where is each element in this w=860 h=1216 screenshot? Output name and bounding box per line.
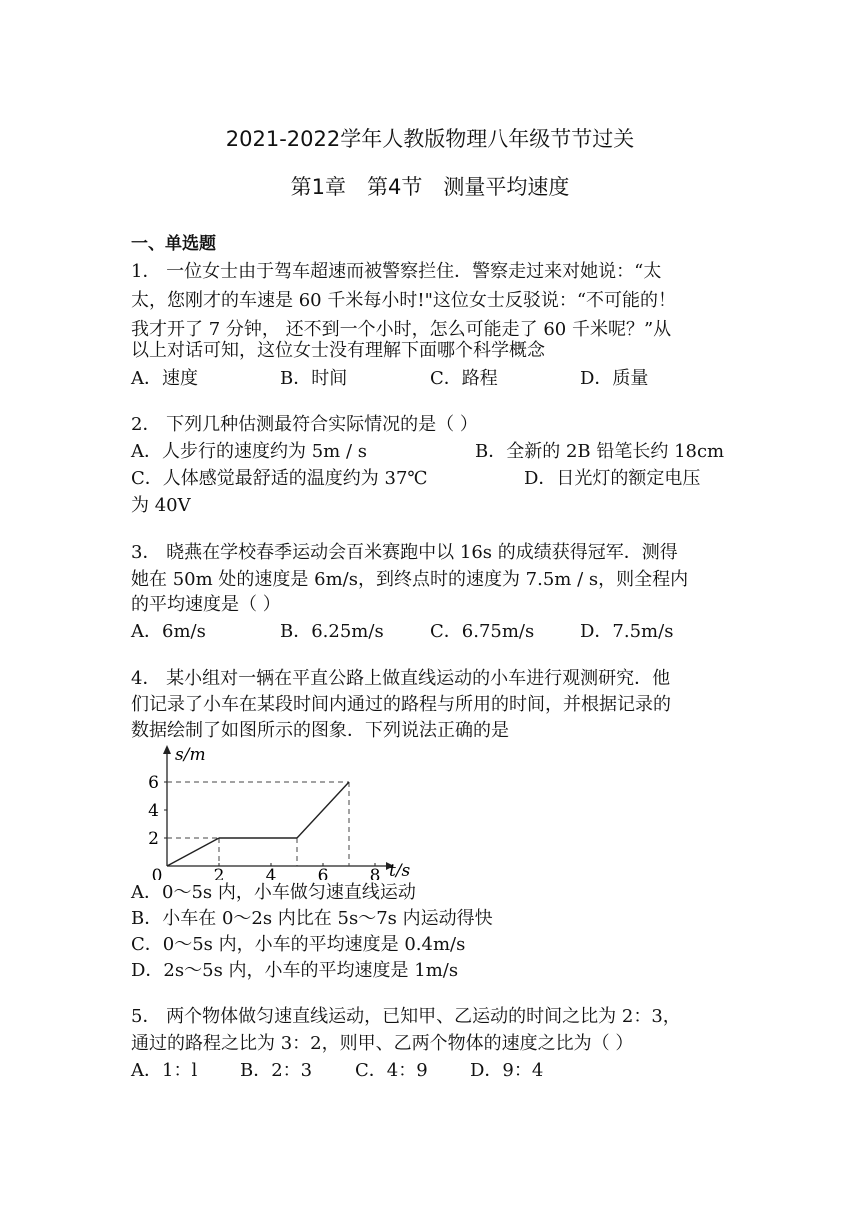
q3-option-d: D．7.5m/s xyxy=(580,621,674,642)
y-axis-arrow-icon xyxy=(163,745,171,754)
y-tick-label: 4 xyxy=(148,801,159,821)
q4-option-d: D．2s～5s 内，小车的平均速度是 1m/s xyxy=(131,960,459,981)
q1-text-line: 太，您刚才的车速是 60 千米每小时!"这位女士反驳说：“不可能的！ xyxy=(131,290,677,311)
x-tick-label: 2 xyxy=(213,866,225,880)
q1-text-line: 以上对话可知，这位女士没有理解下面哪个科学概念 xyxy=(131,340,545,361)
graph-segment xyxy=(297,782,349,838)
q5-option-a: A．1：l xyxy=(131,1060,198,1081)
q2-option-c: C．人体感觉最舒适的温度约为 37℃ xyxy=(131,468,428,489)
distance-time-graph xyxy=(131,742,421,880)
graph-segment xyxy=(167,838,219,866)
y-tick-label: 2 xyxy=(148,829,159,849)
page-title: 2021-2022学年人教版物理八年级节节过关 xyxy=(225,127,635,151)
q3-option-a: A．6m/s xyxy=(131,621,206,642)
q4-text-line: 数据绘制了如图所示的图象．下列说法正确的是 xyxy=(131,720,509,741)
q4-option-c: C．0～5s 内，小车的平均速度是 0.4m/s xyxy=(131,934,466,955)
x-tick-label: 4 xyxy=(265,866,277,880)
q1-option-d: D．质量 xyxy=(580,368,649,389)
q4-text-line: 4． 某小组对一辆在平直公路上做直线运动的小车进行观测研究．他 xyxy=(131,668,671,689)
q2-option-d-continued: 为 40V xyxy=(131,495,191,516)
q1-option-c: C．路程 xyxy=(430,368,498,389)
q3-text-line: 的平均速度是（ ） xyxy=(131,594,281,615)
q2-option-d: D．日光灯的额定电压 xyxy=(524,468,701,489)
q4-option-b: B．小车在 0～2s 内比在 5s～7s 内运动得快 xyxy=(131,908,493,929)
origin-label: 0 xyxy=(151,866,163,880)
chapter-subtitle: 第1章 第4节 测量平均速度 xyxy=(290,175,570,199)
q1-option-b: B．时间 xyxy=(280,368,348,389)
y-tick-label: 6 xyxy=(148,773,159,793)
q3-option-c: C．6.75m/s xyxy=(430,621,535,642)
q5-text-line: 5． 两个物体做匀速直线运动，已知甲、乙运动的时间之比为 2：3， xyxy=(131,1006,681,1027)
q3-text-line: 3． 晓燕在学校春季运动会百米赛跑中以 16s 的成绩获得冠军．测得 xyxy=(131,542,678,563)
q5-option-d: D．9：4 xyxy=(470,1060,544,1081)
q5-option-b: B．2：3 xyxy=(240,1060,313,1081)
q1-option-a: A．速度 xyxy=(131,368,198,389)
y-axis-label: s/m xyxy=(175,745,206,765)
x-tick-label: 8 xyxy=(369,866,381,880)
q5-option-c: C．4：9 xyxy=(355,1060,428,1081)
q1-text-line: 1． 一位女士由于驾车超速而被警察拦住．警察走过来对她说：“太 xyxy=(131,261,662,282)
q2-stem: 2． 下列几种估测最符合实际情况的是（ ） xyxy=(131,414,478,435)
q3-text-line: 她在 50m 处的速度是 6m/s，到终点时的速度为 7.5m / s，则全程内 xyxy=(131,569,689,590)
q5-text-line: 通过的路程之比为 3：2，则甲、乙两个物体的速度之比为（ ） xyxy=(131,1033,634,1054)
q2-option-a: A．人步行的速度约为 5m / s xyxy=(131,441,367,462)
q2-option-b: B．全新的 2B 铅笔长约 18cm xyxy=(475,441,725,462)
x-axis-label: t/s xyxy=(389,861,411,880)
section-heading: 一、单选题 xyxy=(131,234,216,254)
q4-text-line: 们记录了小车在某段时间内通过的路程与所用的时间，并根据记录的 xyxy=(131,694,671,715)
x-tick-label: 6 xyxy=(317,866,329,880)
q1-text-line: 我才开了 7 分钟， 还不到一个小时，怎么可能走了 60 千米呢？”从 xyxy=(131,319,672,340)
q3-option-b: B．6.25m/s xyxy=(280,621,384,642)
q4-option-a: A．0～5s 内，小车做匀速直线运动 xyxy=(131,882,416,903)
